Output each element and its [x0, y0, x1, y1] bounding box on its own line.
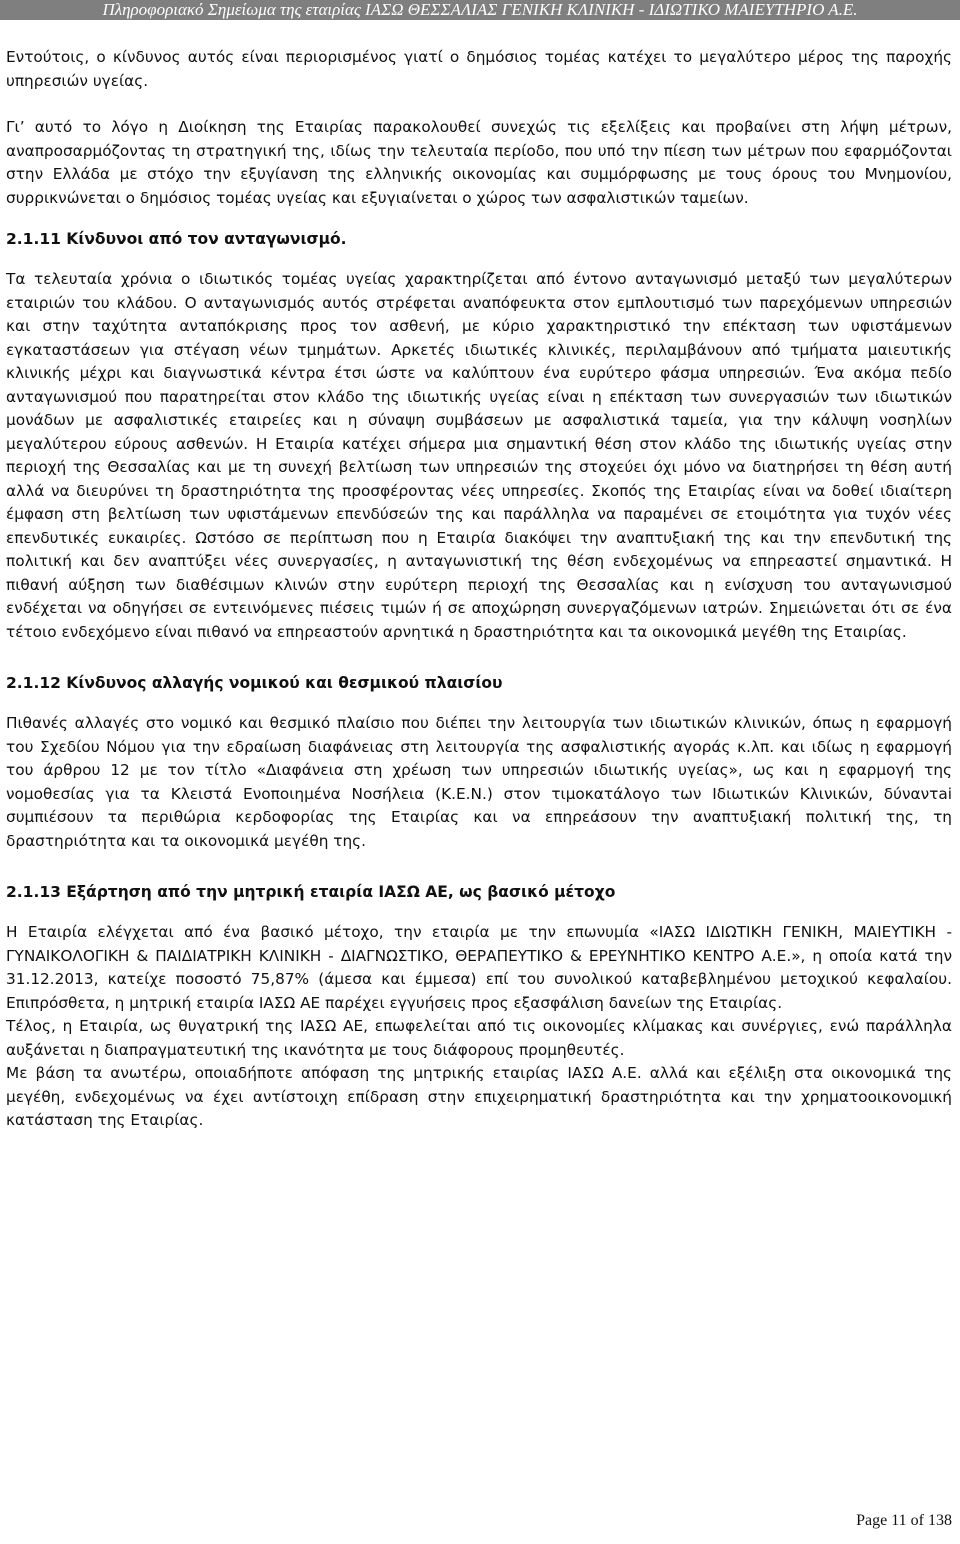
paragraph-management: Γι’ αυτό το λόγο η Διοίκηση της Εταιρίας παρακολουθεί συνεχώς τις εξελίξεις και προβαίνει στη λήψη μέτρων, αναπροσαρμόζοντας τη στρατηγική της, ιδίως την τελευταία περίοδο, που υπό την πίεση των μέτρων που εφαρμόζονται στην Ελλάδα με στόχο την εξυγίανση της ελληνικής οικονομίας και συμμόρφωσης με τους όρους του Μνημονίου, συρρικνώνεται ο δημόσιος τομέας υγείας και εξυγιαίνεται ο χώρος των ασφαλιστικών ταμείων.: [6, 118, 952, 207]
paragraph-intro: Εντούτοις, ο κίνδυνος αυτός είναι περιορισμένος γιατί ο δημόσιος τομέας κατέχει το μεγαλύτερο μέρος της παροχής υπηρεσιών υγείας.: [6, 48, 952, 90]
section-heading-competition: 2.1.11 Κίνδυνοι από τον ανταγωνισμό.: [6, 230, 347, 248]
page-number: Page 11 of 138: [856, 1512, 952, 1529]
section-heading-legal: 2.1.12 Κίνδυνος αλλαγής νομικού και θεσμικού πλαισίου: [6, 674, 503, 692]
paragraph-competition: Τα τελευταία χρόνια ο ιδιωτικός τομέας υγείας χαρακτηρίζεται από έντονο ανταγωνισμό μεταξύ των μεγαλύτερων εταιριών του κλάδου. Ο ανταγωνισμός αυτός στρέφεται αναπόφευκτα στον εμπλουτισμό των παρεχόμενων υπηρεσιών και στην ταχύτητα ανταπόκρισης προς τον ασθενή, με κύριο χαρακτηριστικό την επέκταση των υφιστάμενων εγκαταστάσεων για στέγαση νέων τμημάτων. Αρκετές ιδιωτικές κλινικές, περιλαμβάνουν από τμήματα μαιευτικής κλινικής μέχρι και διαγνωστικά κέντρα έτσι ώστε να καλύπτουν ένα ευρύτερο φάσμα υπηρεσιών. Ένα ακόμα πεδίο ανταγωνισμού που παρατηρείται στον κλάδο της ιδιωτικής υγείας είναι η επέκταση των συνεργασιών των ιδιωτικών μονάδων με ασφαλιστικές εταιρείες και η σύναψη συμβάσεων με ασφαλιστικά ταμεία, για την κάλυψη νοσηλίων μεγαλύτερου εύρους ασθενών. Η Εταιρία κατέχει σήμερα μια σημαντική θέση στον κλάδο της ιδιωτικής υγείας στην περιοχή της Θεσσαλίας και με τη συνεχή βελτίωση των υπηρεσιών της στοχεύει όχι μόνο να διατηρήσει τη θέση αυτή αλλά να διευρύνει τη δραστηριότητα της προσφέροντας νέες υπηρεσίες. Σκοπός της Εταιρίας είναι να δοθεί ιδιαίτερη έμφαση στη βελτίωση των υφιστάμενων επενδύσεών της και παράλληλα να παραμένει σε ετοιμότητα για τυχόν νέες επενδυτικές ευκαιρίες. Ωστόσο σε περίπτωση που η Εταιρία διακόψει την αναπτυξιακή της και την επενδυτική της πολιτική και δεν αναπτύξει νέες συνεργασίες, η ανταγωνιστική της θέση ενδεχομένως να επηρεαστεί σημαντικά. Η πιθανή αύξηση των διαθέσιμων κλινών στην ευρύτερη περιοχή της Θεσσαλίας και η ενίσχυση του ανταγωνισμού ενδέχεται να οδηγήσει σε εντεινόμενες πιέσεις τιμών ή σε αποχώρηση συνεργαζόμενων ιατρών. Σημειώνεται ότι σε ένα τέτοιο ενδεχόμενο είναι πιθανό να επηρεαστούν αρνητικά η δραστηριότητα και τα οικονομικά μεγέθη της Εταιρίας.: [6, 270, 952, 641]
paragraph-legal: Πιθανές αλλαγές στο νομικό και θεσμικό πλαίσιο που διέπει την λειτουργία των ιδιωτικών κλινικών, όπως η εφαρμογή του Σχεδίου Νόμου για την εδραίωση διαφάνειας στη λειτουργία της ασφαλιστικής αγοράς κ.λπ. και ιδίως η εφαρμογή του άρθρου 12 με τον τίτλο «Διαφάνεια στη χρέωση των υπηρεσιών ιδιωτικής υγείας», ως και η εφαρμογή της νομοθεσίας για τα Κλειστά Ενοποιημένα Νοσήλεια (Κ.Ε.Ν.) στον τιμοκατάλογο των Ιδιωτικών Κλινικών, δύναντai συμπιέσουν τα περιθώρια κερδοφορίας της Εταιρίας και να επηρεάσουν την αναπτυξιακή πολιτική της, τη δραστηριότητα και τα οικονομικά μεγέθη της.: [6, 714, 952, 850]
section-heading-parent: 2.1.13 Εξάρτηση από την μητρική εταιρία ΙΑΣΩ ΑΕ, ως βασικό μέτοχο: [6, 883, 616, 901]
page-header: Πληροφοριακό Σημείωμα της εταιρίας ΙΑΣΩ ΘΕΣΣΑΛΙΑΣ ΓΕΝΙΚΗ ΚΛΙΝΙΚΗ - ΙΔΙΩΤΙΚΟ ΜΑΙΕΥΤΗΡΙΟ Α.Ε.: [0, 0, 960, 20]
document-body: [6, 46, 952, 1133]
paragraph-parent-synergies: Τέλος, η Εταιρία, ως θυγατρική της ΙΑΣΩ ΑΕ, επωφελείται από τις οικονομίες κλίμακας και συνέργιες, ενώ παράλληλα αυξάνεται η διαπραγματευτική της ικανότητα με τους διάφορους προμηθευτές.: [6, 1017, 952, 1059]
paragraph-parent-impact: Με βάση τα ανωτέρω, οποιαδήποτε απόφαση της μητρικής εταιρίας ΙΑΣΩ Α.Ε. αλλά και εξέλιξη στα οικονομικά της μεγέθη, ενδεχομένως να έχει αντίστοιχη επίδραση στην επιχειρηματική δραστηριότητα και την χρηματοοικονομική κατάσταση της Εταιρίας.: [6, 1064, 952, 1129]
paragraph-parent-control: Η Εταιρία ελέγχεται από ένα βασικό μέτοχο, την εταιρία με την επωνυμία «ΙΑΣΩ ΙΔΙΩΤΙΚΗ ΓΕΝΙΚΗ, ΜΑΙΕΥΤΙΚΗ - ΓΥΝΑΙΚΟΛΟΓΙΚΗ & ΠΑΙΔΙΑΤΡΙΚΗ ΚΛΙΝΙΚΗ - ΔΙΑΓΝΩΣΤΙΚΟ, ΘΕΡΑΠΕΥΤΙΚΟ & ΕΡΕΥΝΗΤΙΚΟ ΚΕΝΤΡΟ Α.Ε.», η οποία κατά την 31.12.2013, κατείχε ποσοστό 75,87% (άμεσα και έμμεσα) επί του συνολικού καταβεβλημένου μετοχικού κεφαλαίου. Επιπρόσθετα, η μητρική εταιρία ΙΑΣΩ ΑΕ παρέχει εγγυήσεις προς εξασφάλιση δανείων της Εταιρίας.: [6, 923, 952, 1012]
